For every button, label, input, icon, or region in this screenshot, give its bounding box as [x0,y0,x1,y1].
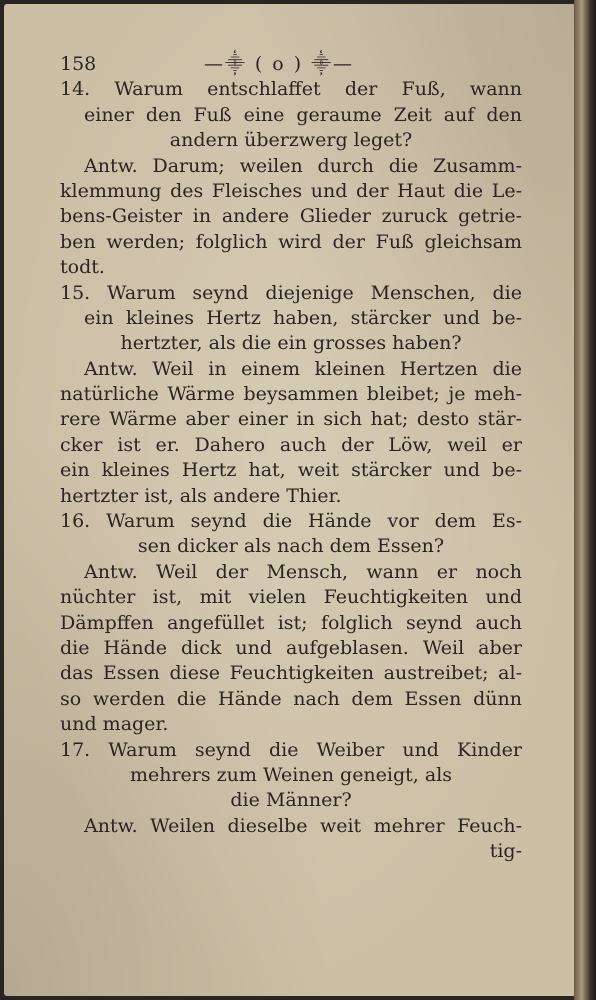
question-line: mehrers zum Weinen geneigt, als [129,763,453,786]
answer-line: bens-Geister in andere Glieder zuruck getrie- [60,205,522,228]
page-text [60,52,522,865]
question-line: 15. Warum seynd diejenige Menschen, die [60,281,522,304]
answer-line: die Hände dick und aufgeblasen. Weil aber [60,636,522,659]
answer-line: Dämpffen angefüllet ist; folglich seynd auch [60,611,522,634]
answer-line: klemmung des Fleisches und der Haut die Le- [60,179,522,202]
page-number: 158 [60,53,97,75]
question-17 [60,738,522,865]
question-15 [60,281,522,510]
answer-line: Antw. Weilen dieselbe weit mehrer Feuch- [84,814,522,837]
answer-line: so werden die Hände nach dem Essen dünn [60,687,522,710]
question-line: einer den Fuß eine geraume Zeit auf den [84,103,522,126]
question-line: 14. Warum entschlaffet der Fuß, wann [60,78,522,101]
answer-line: Antw. Weil in einem kleinen Hertzen die [84,357,522,380]
question-16 [60,509,522,738]
answer-line: hertzter ist, als andere Thier. [60,484,342,507]
answer-line: cker ist er. Dahero auch der Löw, weil er [60,433,522,456]
answer-line: tig- [489,840,522,863]
question-14 [60,77,522,280]
answer-line: natürliche Wärme beysammen bleibet; je meh- [60,383,522,406]
header-ornament: —⸎ ( o ) ⸎— [203,53,355,75]
page-header [60,52,522,77]
question-line: andern überzwerg leget? [169,129,413,152]
question-line: die Männer? [230,789,352,812]
answer-line: das Essen diese Feuchtigkeiten austreibet; al- [60,662,522,685]
question-line: 17. Warum seynd die Weiber und Kinder [60,738,522,761]
answer-line: ben werden; folglich wird der Fuß gleichsam [60,230,522,253]
question-line: sen dicker als nach dem Essen? [137,535,445,558]
answer-line: rere Wärme aber einer in sich hat; desto stär- [60,408,522,431]
answer-line: Antw. Weil der Mensch, wann er noch [84,560,522,583]
answer-line: und mager. [60,713,169,736]
answer-line: todt. [60,256,105,279]
question-line: 16. Warum seynd die Hände vor dem Es- [60,510,522,533]
answer-line: nüchter ist, mit vielen Feuchtigkeiten und [60,586,522,609]
book-spine-edge [574,0,596,1000]
answer-line: ein kleines Hertz hat, weit stärcker und be- [60,459,522,482]
question-line: hertzter, als die ein grosses haben? [120,332,462,355]
paper-page [4,4,576,996]
question-line: ein kleines Hertz haben, stärcker und be- [84,306,522,329]
answer-line: Antw. Darum; weilen durch die Zusamm- [84,154,522,177]
